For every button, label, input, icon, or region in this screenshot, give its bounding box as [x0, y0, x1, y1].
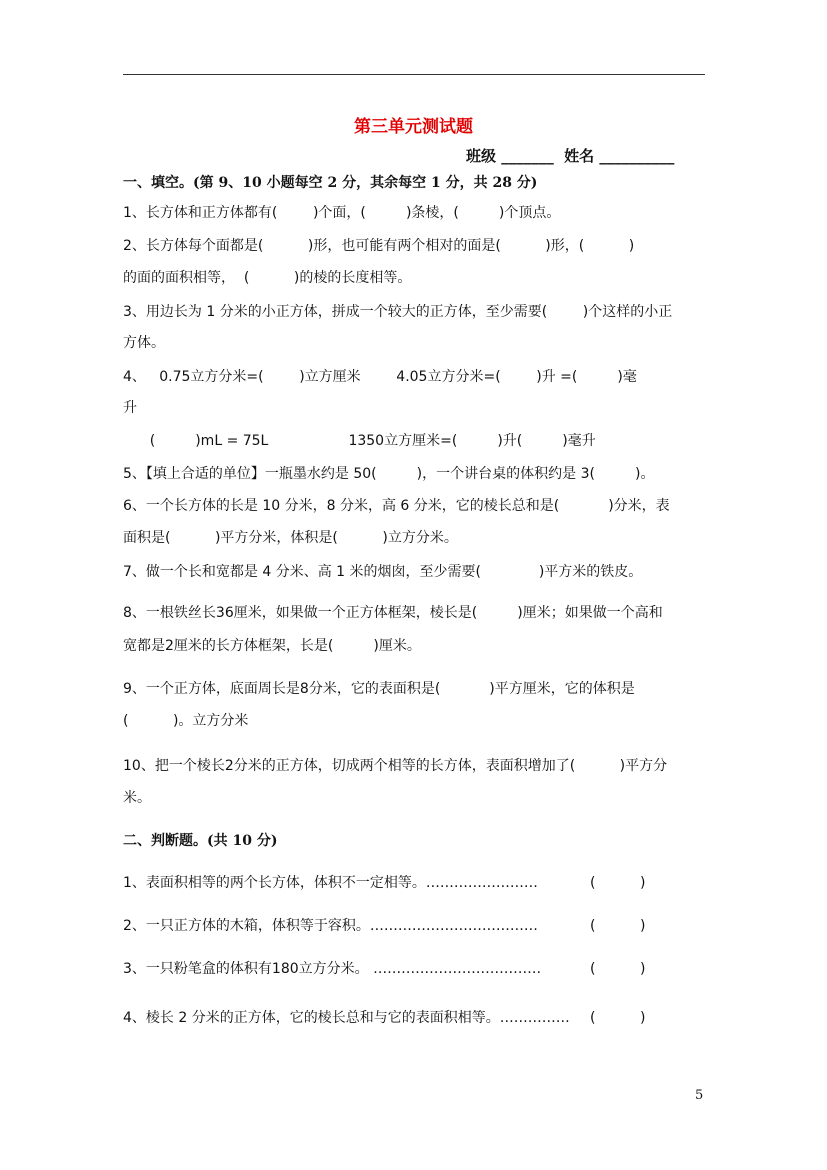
header-rule — [123, 74, 705, 75]
judge-item-4-text: 4、棱长 2 分米的正方体，它的棱长总和与它的表面积相等。…………… — [123, 1010, 570, 1026]
section2-heading: 二、判断题。(共 10 分) — [123, 833, 278, 849]
judge-item-2-text: 2、一只正方体的木箱，体积等于容积。……………………………… — [123, 918, 538, 934]
judge-item-2-answer: ( ) — [590, 918, 646, 934]
judge-item-4-answer: ( ) — [590, 1010, 646, 1026]
fill-line-7: 升 — [123, 400, 137, 416]
fill-line-18: 米。 — [123, 790, 151, 806]
fill-line-2: 2、长方体每个面都是( )形，也可能有两个相对的面是( )形，( ) — [123, 238, 635, 254]
fill-line-11: 面积是( )平方分米，体积是( )立方分米。 — [123, 530, 458, 546]
judge-item-3-text: 3、一只粉笔盒的体积有180立方分米。 ……………………………… — [123, 961, 542, 977]
page-title: 第三单元测试题 — [354, 117, 473, 137]
judge-item-1-text: 1、表面积相等的两个长方体，体积不一定相等。…………………… — [123, 875, 538, 891]
fill-line-4: 3、用边长为 1 分米的小正方体，拼成一个较大的正方体，至少需要( )个这样的小正 — [123, 304, 673, 320]
judge-item-3-answer: ( ) — [590, 961, 646, 977]
fill-line-8: ( )mL = 75L 1350立方厘米=( )升( )毫升 — [123, 433, 596, 449]
class-name-line: 班级 _______ 姓名 __________ — [466, 147, 675, 165]
fill-line-13: 8、一根铁丝长36厘米，如果做一个正方体框架，棱长是( )厘米；如果做一个高和 — [123, 605, 663, 621]
fill-line-9: 5、【填上合适的单位】一瓶墨水约是 50( )，一个讲台桌的体积约是 3( )。 — [123, 466, 655, 482]
fill-line-6: 4、 0.75立方分米=( )立方厘米 4.05立方分米=( )升 =( )毫 — [123, 369, 637, 385]
judge-item-1-answer: ( ) — [590, 875, 646, 891]
fill-line-3: 的面的面积相等， ( )的棱的长度相等。 — [123, 270, 412, 286]
fill-line-12: 7、做一个长和宽都是 4 分米、高 1 米的烟囱，至少需要( )平方米的铁皮。 — [123, 564, 643, 580]
fill-line-16: ( )。立方分米 — [123, 713, 249, 729]
fill-line-10: 6、一个长方体的长是 10 分米，8 分米，高 6 分米，它的棱长总和是( )分米，表 — [123, 498, 670, 514]
section1-heading: 一、填空。(第 9、10 小题每空 2 分，其余每空 1 分，共 28 分) — [123, 175, 538, 191]
fill-line-5: 方体。 — [123, 335, 165, 351]
fill-line-1: 1、长方体和正方体都有( )个面，( )条棱，( )个顶点。 — [123, 205, 561, 221]
fill-line-14: 宽都是2厘米的长方体框架，长是( )厘米。 — [123, 638, 421, 654]
fill-line-15: 9、一个正方体，底面周长是8分米，它的表面积是( )平方厘米，它的体积是 — [123, 681, 635, 697]
page-number: 5 — [695, 1088, 704, 1103]
fill-line-17: 10、把一个棱长2分米的正方体，切成两个相等的长方体，表面积增加了( )平方分 — [123, 758, 668, 774]
